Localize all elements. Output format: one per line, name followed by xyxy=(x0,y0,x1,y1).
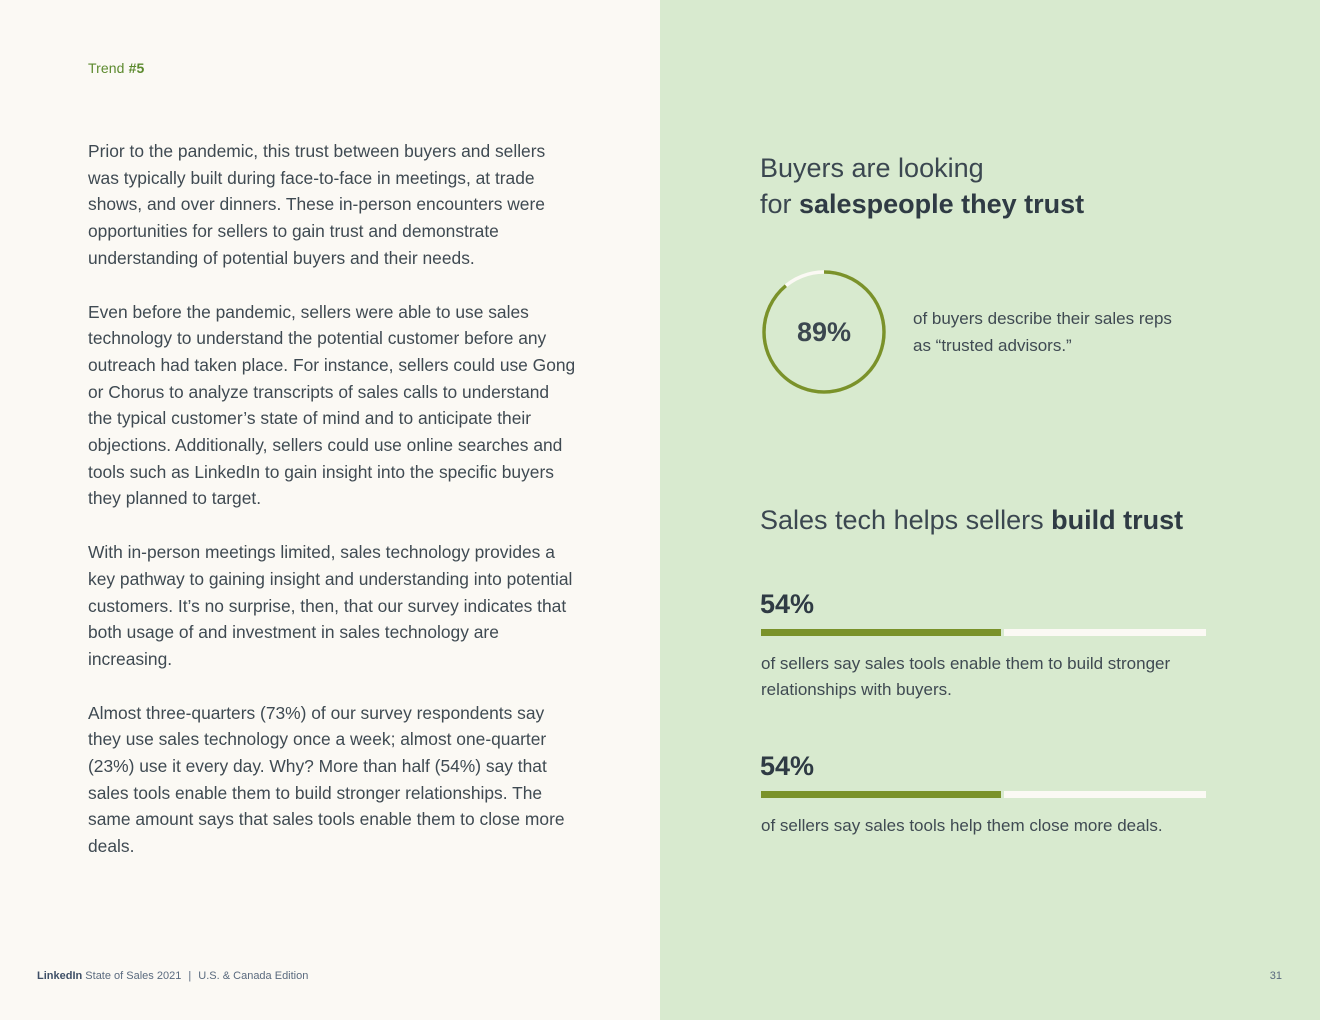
stat-close-deals xyxy=(760,748,1208,839)
body-text xyxy=(88,138,578,887)
paragraph-3: With in-person meetings limited, sales technology provides a key pathway to gaining insight and understanding into potential customers. It’s no surprise, then, that our survey indicates that both usage of and investment in sales technology are increasing. xyxy=(88,542,573,669)
stat-2-value: 54% xyxy=(760,751,815,781)
heading-2-strong: build trust xyxy=(1051,505,1184,535)
stat-1-bar-fill xyxy=(761,629,1001,636)
stat-2-bar-fill xyxy=(761,791,1001,798)
stat-1-bar-gap xyxy=(1001,629,1004,636)
stat-stronger-relationships xyxy=(760,586,1208,703)
heading-1-line-1: Buyers are looking xyxy=(760,153,984,183)
donut-caption: of buyers describe their sales reps as “trusted advisors.” xyxy=(913,309,1172,355)
trend-prefix: Trend xyxy=(88,60,125,76)
heading-1-prefix: for xyxy=(760,189,800,219)
stat-1-bar xyxy=(761,629,1206,636)
heading-build-trust xyxy=(760,502,1183,538)
footer-separator: | xyxy=(188,970,192,982)
page-number: 31 xyxy=(1269,970,1282,982)
heading-1-line-2 xyxy=(760,186,1084,222)
stat-2-bar xyxy=(761,791,1206,798)
footer-brand: LinkedIn xyxy=(37,970,83,982)
paragraph-4: Almost three-quarters (73%) of our survey respondents say they use sales technology once a week; almost one-quarter (23%) use it every day. Why? More than half (54%) say that sales tools enable them to build stronger relationships. The same amount says that sales tools enable them to close more deals. xyxy=(88,702,565,857)
stat-2-bar-gap xyxy=(1001,791,1004,798)
heading-buyers-trust xyxy=(760,150,1084,222)
heading-2-prefix: Sales tech helps sellers xyxy=(760,505,1052,535)
footer xyxy=(37,970,308,982)
stat-2-caption: of sellers say sales tools help them close more deals. xyxy=(761,816,1163,835)
trend-label xyxy=(88,60,144,76)
heading-1-strong: salespeople they trust xyxy=(799,189,1085,219)
donut-chart xyxy=(760,268,888,396)
paragraph-2: Even before the pandemic, sellers were able to use sales technology to understand the potential customer before any outreach had taken place. For instance, sellers could use Gong or Chorus to analyze transcripts of sales calls to understand the typical customer’s state of mind and to anticipate their objections. Additionally, sellers could use online searches and tools such as LinkedIn to gain insight into the specific buyers they planned to target. xyxy=(88,301,576,509)
footer-edition: U.S. & Canada Edition xyxy=(198,970,309,982)
trend-number: #5 xyxy=(128,60,145,76)
footer-publication: State of Sales 2021 xyxy=(85,970,182,982)
stat-1-value: 54% xyxy=(760,589,815,619)
stat-1-caption: of sellers say sales tools enable them to build stronger relationships with buyers. xyxy=(761,654,1171,699)
paragraph-1: Prior to the pandemic, this trust between buyers and sellers was typically built during face-to-face in meetings, at trade shows, and over dinners. These in-person encounters were opportunities for sellers to gain trust and demonstrate understanding of potential buyers and their needs. xyxy=(88,141,546,268)
donut-value: 89% xyxy=(796,316,852,347)
